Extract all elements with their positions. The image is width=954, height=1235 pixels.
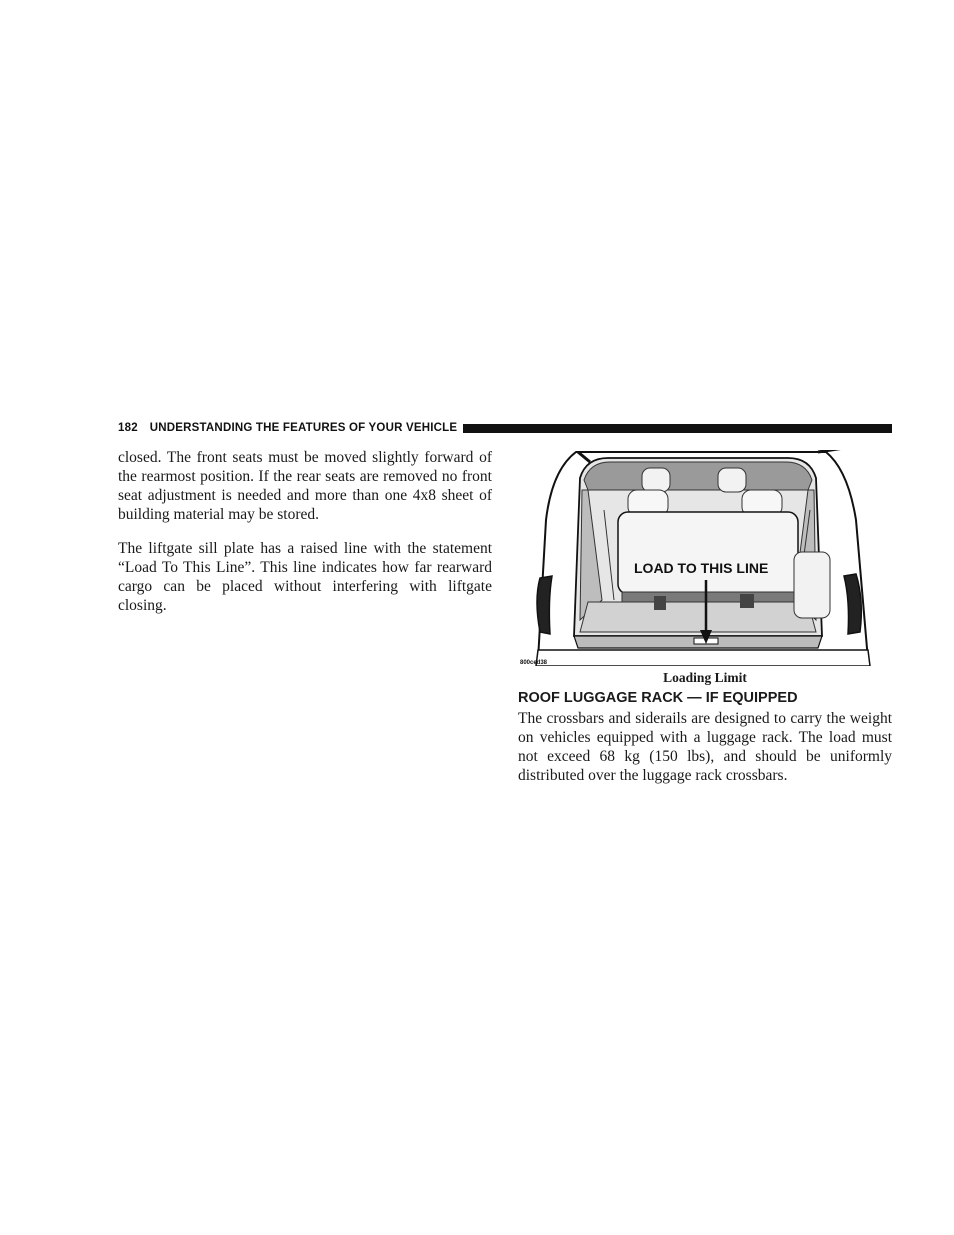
paragraph: The liftgate sill plate has a raised line with the statement “Load To This Line”. This line indicates how far rearward cargo can be placed without interfering with liftgate closing.	[118, 540, 492, 614]
roof-rack-paragraph: The crossbars and siderails are designed to carry the weight on vehicles equipped with a luggage rack. The load must not exceed 68 kg (150 lbs), and should be uniformly distributed over the luggage rack crossbars.	[518, 710, 892, 784]
loading-limit-illustration	[518, 450, 872, 666]
callout-label: LOAD TO THIS LINE	[634, 560, 769, 576]
cargo-floor	[580, 602, 816, 632]
left-tail-lamp	[537, 576, 552, 634]
roof-rack-heading: ROOF LUGGAGE RACK — IF EQUIPPED	[518, 690, 798, 706]
page-number: 182	[118, 422, 138, 434]
left-column	[118, 448, 492, 630]
header-rule	[463, 424, 892, 433]
section-title: UNDERSTANDING THE FEATURES OF YOUR VEHICLE	[149, 422, 458, 434]
right-strut	[818, 450, 844, 452]
page-header	[118, 420, 892, 436]
paragraph: closed. The front seats must be moved slightly forward of the rearmost position. If the rear seats are removed no front seat adjustment is needed and more than one 4x8 sheet of building material may be stored.	[118, 449, 492, 523]
front-headrest-left	[642, 468, 670, 492]
front-headrest-right	[718, 468, 746, 492]
rear-bumper	[536, 650, 870, 666]
figure-caption: Loading Limit	[663, 670, 747, 685]
rear-seat-back	[618, 512, 798, 594]
image-code: 800ced38	[520, 660, 548, 666]
